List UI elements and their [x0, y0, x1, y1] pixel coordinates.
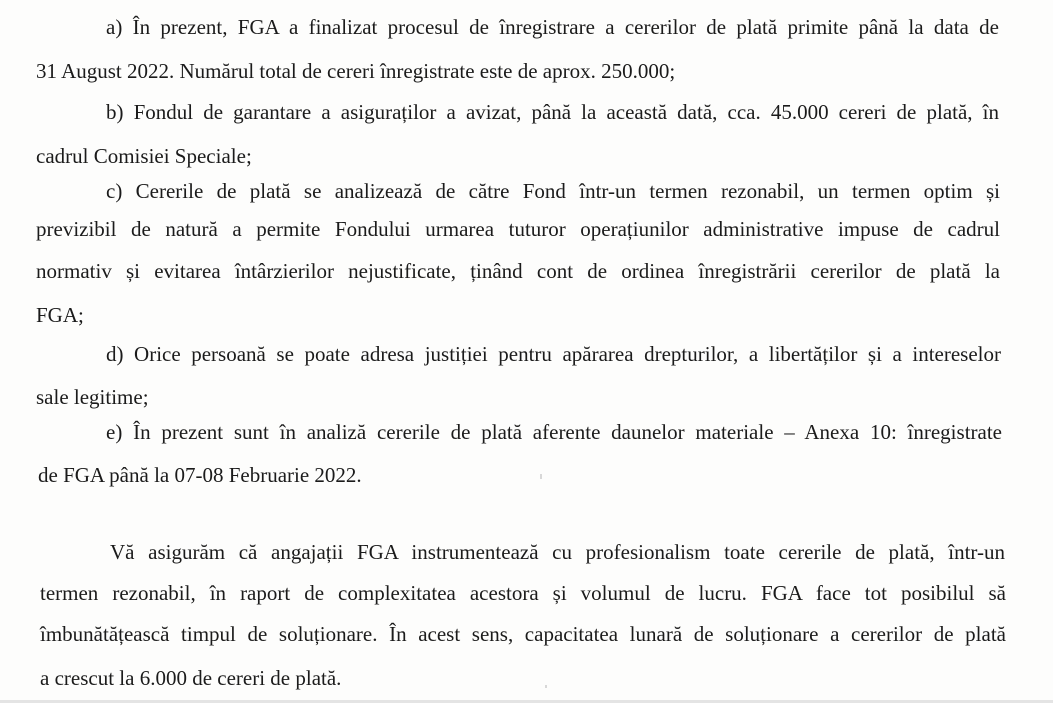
item-a-line-2: 31 August 2022. Numărul total de cereri înregistrate este de aprox. 250.000; — [36, 59, 676, 83]
item-b-line-2: cadrul Comisiei Speciale; — [36, 144, 252, 168]
scan-speck — [540, 474, 542, 479]
item-e-line-1: e) În prezent sunt în analiză cererile de plată aferente daunelor materiale – Anexa 10: înregistrate — [106, 420, 1002, 444]
item-a-line-1: a) În prezent, FGA a finalizat procesul de înregistrare a cererilor de plată primite până la data de — [106, 15, 999, 39]
item-c-line-3: normativ și evitarea întârzierilor nejustificate, ținând cont de ordinea înregistrării cererilor de plată la — [36, 259, 1000, 283]
scan-speck — [545, 685, 547, 688]
closing-paragraph-line-2: termen rezonabil, în raport de complexitatea acestora și volumul de lucru. FGA face tot posibilul să — [40, 581, 1006, 605]
closing-paragraph-line-4: a crescut la 6.000 de cereri de plată. — [40, 666, 342, 690]
item-d-line-2: sale legitime; — [36, 385, 149, 409]
item-c-line-2: previzibil de natură a permite Fondului urmarea tuturor operațiunilor administrative impuse de cadrul — [36, 217, 1000, 241]
item-d-line-1: d) Orice persoană se poate adresa justiției pentru apărarea drepturilor, a libertăților și a intereselor — [106, 342, 1001, 366]
item-b-line-1: b) Fondul de garantare a asiguraților a avizat, până la această dată, cca. 45.000 cereri de plată, în — [106, 100, 999, 124]
closing-paragraph-line-3: îmbunătățească timpul de soluționare. În acest sens, capacitatea lunară de soluționare a cererilor de plată — [40, 622, 1006, 646]
item-e-line-2: de FGA până la 07-08 Februarie 2022. — [38, 463, 362, 487]
closing-paragraph-line-1: Vă asigurăm că angajații FGA instrumentează cu profesionalism toate cererile de plată, într-un — [110, 540, 1005, 564]
item-c-line-4: FGA; — [36, 303, 84, 327]
item-c-line-1: c) Cererile de plată se analizează de către Fond într-un termen rezonabil, un termen optim și — [106, 179, 1000, 203]
